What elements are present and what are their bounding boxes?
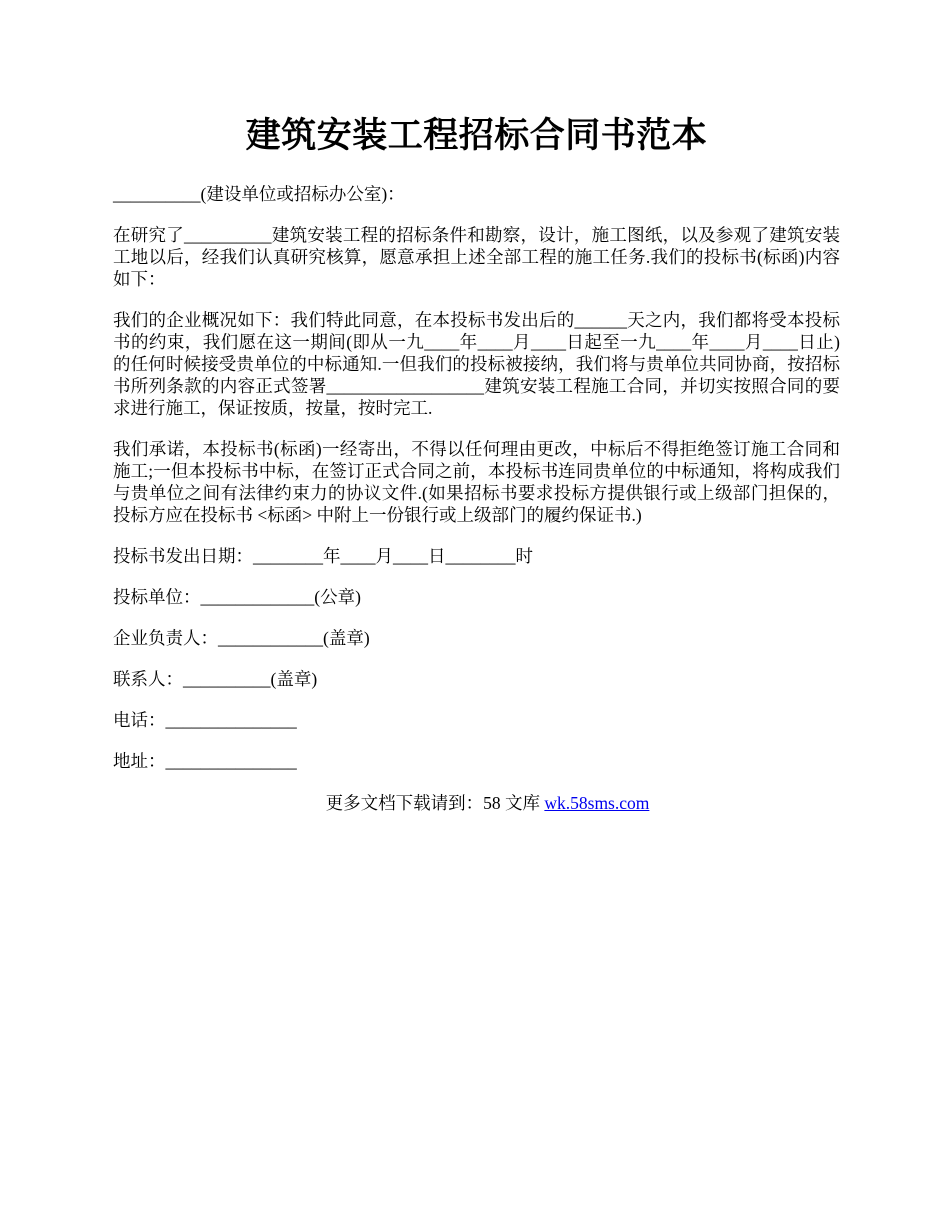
footer-text: 更多文档下载请到：58 文库	[325, 793, 545, 813]
paragraph-research: 在研究了__________建筑安装工程的招标条件和勘察，设计，施工图纸，以及参观了建筑安装工地以后，经我们认真研究核算，愿意承担上述全部工程的施工任务.我们的投标书(标函)内容如下：	[113, 225, 840, 289]
footer-link[interactable]: wk.58sms.com	[544, 793, 650, 813]
document-page	[113, 0, 840, 814]
paragraph-agreement: 我们的企业概况如下：我们特此同意，在本投标书发出后的______天之内，我们都将受本投标书的约束，我们愿在这一期间(即从一九____年____月____日起至一九____年____月____日止)的任何时候接受贵单位的中标通知.一但我们的投标被接纳，我们将与贵单位共同协商，按招标书所列条款的内容正式签署__________________建筑安装工程施工合同，并切实按照合同的要求进行施工，保证按质，按量，按时完工.	[113, 310, 840, 418]
addressee-line: __________(建设单位或招标办公室)：	[113, 184, 405, 204]
field-responsible-person: 企业负责人：____________(盖章)	[113, 628, 370, 648]
field-issue-date: 投标书发出日期：________年____月____日________时	[113, 546, 533, 566]
paragraph-commitment: 我们承诺，本投标书(标函)一经寄出，不得以任何理由更改，中标后不得拒绝签订施工合同和施工;一但本投标书中标，在签订正式合同之前，本投标书连同贵单位的中标通知，将构成我们与贵单位之间有法律约束力的协议文件.(如果招标书要求投标方提供银行或上级部门担保的，投标方应在投标书 <标函> 中附上一份银行或上级部门的履约保证书.)	[113, 439, 840, 525]
field-bidder: 投标单位：_____________(公章)	[113, 587, 361, 607]
field-address: 地址：_______________	[113, 751, 297, 771]
document-title: 建筑安装工程招标合同书范本	[245, 116, 708, 155]
footer	[113, 792, 840, 814]
field-contact-person: 联系人：__________(盖章)	[113, 669, 318, 689]
field-phone: 电话：_______________	[113, 710, 297, 730]
